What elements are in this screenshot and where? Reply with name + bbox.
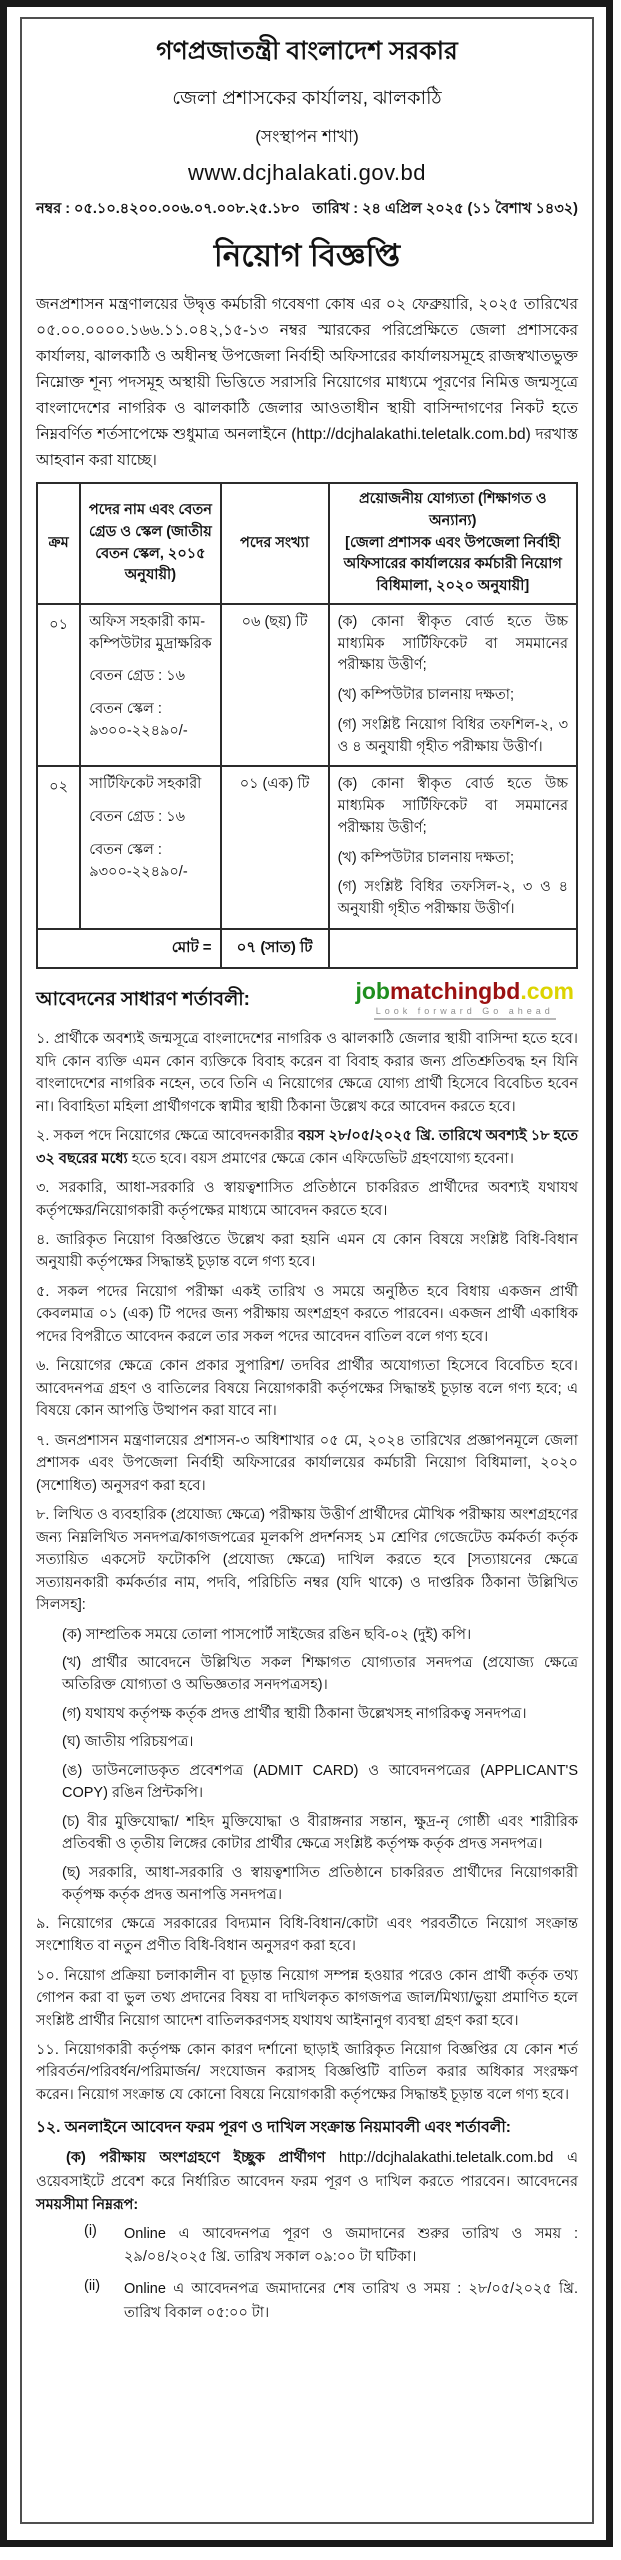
memo-date: তারিখ : ২৪ এপ্রিল ২০২৫ (১১ বৈশাখ ১৪৩২)	[312, 201, 578, 217]
text-segment: ৭. জনপ্রশাসন মন্ত্রণালয়ের প্রশাসন-৩ অধিশাখার ০৫ মে, ২০২৪ তারিখের প্রজ্ঞাপনমূলে জেলা প্রশাসক এবং উপজেলা নির্বাহী অফিসারের কার্যালয়ের কর্মচারী নিয়োগ বিধিমালা, ২০২০ (সশোধিত) অনুসরণ করা হবে।	[36, 1432, 578, 1494]
post-row-2	[37, 766, 577, 929]
qualification-item: (ক) কোনা স্বীকৃত বোর্ড হতে উচ্চ মাধ্যমিক সার্টিফিকেট বা সমমানের পরীক্ষায় উত্তীর্ণ;	[337, 776, 568, 836]
total-empty-cell	[329, 929, 577, 968]
watermark-part-job: job	[355, 977, 390, 1004]
post-serial: ০২	[37, 766, 80, 929]
branch-name: (সংস্থাপন শাখা)	[255, 127, 359, 146]
condition-8-subitem-6: (চ) বীর মুক্তিযোদ্ধা/ শহিদ মুক্তিযোদ্ধা ও বীরাঙ্গনার সন্তান, ক্ষুদ্র-নৃ গোষ্ঠী এবং শারীরিক প্রতিবন্ধী ও তৃতীয় লিঙ্গের কোটার প্রার্থীর ক্ষেত্রে সংশ্লিষ্ট কর্তৃপক্ষ কর্তৃক প্রদত্ত সনদপত্র।	[62, 1813, 578, 1853]
text-segment: ২. সকল পদে নিয়োগের ক্ষেত্রে আবেদনকারীর	[36, 1128, 299, 1145]
condition-8-subitem-4: (ঘ) জাতীয় পরিচয়পত্র।	[62, 1734, 194, 1751]
total-label: মোট =	[37, 929, 221, 968]
condition-9	[36, 1913, 578, 1958]
timeline-item-1	[84, 2223, 578, 2269]
condition-4	[36, 1229, 578, 1274]
total-row	[37, 929, 577, 968]
condition-8-subitem-5: (ঙ) ডাউনলোডকৃত প্রবেশপত্র (ADMIT CARD) ও আবেদনপত্রের (APPLICANT'S COPY) রঙিন প্রিন্টকপি।	[62, 1762, 578, 1802]
qualification-header-line1: প্রয়োজনীয় যোগ্যতা (শিক্ষাগত ও অন্যান্য)	[358, 491, 547, 529]
condition-10	[36, 1965, 578, 2032]
general-terms-heading: আবেদনের সাধারণ শর্তাবলী:	[36, 988, 250, 1010]
condition-3	[36, 1177, 578, 1222]
condition-1	[36, 1028, 578, 1118]
condition-8	[36, 1504, 578, 1616]
timeline-item-label: (ii)	[84, 2278, 101, 2295]
conditions-list	[36, 1028, 578, 2140]
government-name: গণপ্রজাতন্ত্রী বাংলাদেশ সরকার	[156, 37, 458, 65]
qualification-item: (গ) সংশ্লিষ্ট নিয়োগ বিধির তফশিল-২, ৩ ও ৪ অনুযায়ী গৃহীত পরীক্ষায় উত্তীর্ণ।	[337, 716, 568, 755]
office-website: www.dcjhalakati.gov.bd	[187, 160, 427, 185]
post-table-body	[37, 604, 577, 929]
column-header-qualification	[329, 483, 577, 604]
column-header-post: পদের নাম এবং বেতন গ্রেড ও স্কেল (জাতীয় বেতন স্কেল, ২০১৫ অনুযায়ী)	[80, 483, 220, 604]
post-serial: ০১	[37, 604, 80, 767]
condition-12	[36, 2116, 578, 2140]
post-name-cell	[80, 604, 220, 767]
column-header-serial: ক্রম	[37, 483, 80, 604]
application-timeline	[84, 2223, 578, 2325]
bold-text-segment: ১২. অনলাইনে আবেদন ফরম পূরণ ও দাখিল সংক্রান্ত নিয়মাবলী এবং শর্তাবলী:	[36, 2119, 511, 2137]
total-value: ০৭ (সাত) টি	[221, 929, 329, 968]
condition-8-subitem-1: (ক) সাম্প্রতিক সময়ে তোলা পাসপোর্ট সাইজের রঙিন ছবি-০২ (দুই) কপি।	[62, 1626, 472, 1643]
timeline-item-2	[84, 2278, 578, 2324]
text-segment: ৮. লিখিত ও ব্যবহারিক (প্রযোজ্য ক্ষেত্রে) পরীক্ষায় উত্তীর্ণ প্রার্থীদের মৌখিক পরীক্ষায় অংশগ্রহণের জন্য নিম্নলিখিত সনদপত্র/কাগজপত্রের মূলকপি প্রদর্শনসহ ১ম শ্রেণির গেজেটেড কর্মকর্তা কর্তৃক সত্যায়িত একসেট ফটোকপি (প্রযোজ্য ক্ষেত্রে) দাখিল করতে হবে [সত্যায়নের ক্ষেত্রে সত্যায়নকারী কর্মকর্তার নাম, পদবি, পরিচিতি নম্বর (যদি থাকে) ও দাপ্তরিক ঠিকানা উল্লিখিত সিলসহ]:	[36, 1507, 578, 1614]
qualification-header-line2: [জেলা প্রশাসক এবং উপজেলা নির্বাহী অফিসারের কার্যালয়ের কর্মচারী নিয়োগ বিধিমালা, ২০২০ অনুযায়ী]	[343, 534, 562, 595]
post-detail-line: বেতন গ্রেড : ১৬	[89, 668, 186, 685]
inner-border-box	[20, 17, 594, 2524]
post-detail-line: বেতন গ্রেড : ১৬	[89, 809, 186, 826]
condition-6	[36, 1355, 578, 1422]
text-segment: ৬. নিয়োগের ক্ষেত্রে কোন প্রকার সুপারিশ/ তদবির প্রার্থীর অযোগ্যতা হিসেবে বিবেচিত হবে। আবেদনপত্র গ্রহণ ও বাতিলের বিষয়ে নিয়োগকারী কর্তৃপক্ষের সিদ্ধান্তই চূড়ান্ত বলে গণ্য হবে; এ বিষয়ে কোন আপত্তি উত্থাপন করা যাবে না।	[36, 1358, 578, 1420]
post-detail-line: বেতন স্কেল : ৯৩০০-২২৪৯০/-	[89, 701, 188, 739]
condition-8-subitem-2: (খ) প্রার্থীর আবেদনে উল্লিখিত সকল শিক্ষাগত যোগ্যতার সনদপত্র (প্রযোজ্য ক্ষেত্রে অতিরিক্ত যোগ্যতা ও অভিজ্ঞতার সনদপত্রসহ)।	[62, 1654, 578, 1694]
text-segment: http://dcjhalakathi.teletalk.com.bd	[338, 2150, 554, 2167]
post-qualifications	[329, 604, 577, 767]
bold-text-segment: বয়স ২৮/০৫/২০২৫ খ্রি. তারিখে অবশ্যই ১৮ হতে ৩২ বছরের মধ্যে	[36, 1128, 579, 1167]
timeline-item-text: Online এ আবেদনপত্র পূরণ ও জমাদানের শুরুর তারিখ ও সময় : ২৯/০৪/২০২৫ খ্রি. তারিখ সকাল ০৯:০০ টা ঘটিকা।	[124, 2226, 578, 2266]
text-segment: এ ওয়েবসাইটে প্রবেশ করে নির্ধারিত আবেদন ফরম পূরণ ও দাখিল করতে পারবেন। আবেদনের	[36, 2150, 579, 2190]
qualification-item: (খ) কম্পিউটার চালনায় দক্ষতা;	[337, 687, 515, 704]
qualification-item: (ক) কোনা স্বীকৃত বোর্ড হতে উচ্চ মাধ্যমিক সার্টিফিকেট বা সমমানের পরীক্ষায় উত্তীর্ণ;	[337, 613, 568, 674]
post-detail-line: সার্টিফিকেট সহকারী	[89, 776, 202, 793]
watermark-logo	[355, 979, 574, 1020]
office-name: জেলা প্রশাসকের কার্যালয়, ঝালকাঠি	[172, 88, 442, 109]
text-segment: ১০. নিয়োগ প্রক্রিয়া চলাকালীন বা চূড়ান্ত নিয়োগ সম্পন্ন হওয়ার পরেও কোন প্রার্থী কর্তৃক তথ্য গোপন করা বা ভুল তথ্য প্রদানের বিষয় বা দাখিলকৃত কাগজপত্র জাল/মিথ্যা/ভুয়া প্রমাণিত হলে সংশ্লিষ্ট প্রার্থীর নিয়োগ আদেশ বাতিলকরণসহ যথাযথ আইনানুগ ব্যবস্থা গ্রহণ করা হবে।	[36, 1967, 578, 2029]
timeline-item-text: Online এ আবেদনপত্র জমাদানের শেষ তারিখ ও সময় : ২৮/০৫/২০২৫ খ্রি. তারিখ বিকাল ০৫:০০ টা।	[124, 2281, 578, 2321]
page-title: নিয়োগ বিজ্ঞপ্তি	[213, 238, 401, 273]
text-segment: ৯. নিয়োগের ক্ষেত্রে সরকারের বিদ্যমান বিধি-বিধান/কোটা এবং পরবর্তীতে নিয়োগ সংক্রান্ত সংশোধিত বা নতুন প্রণীত বিধি-বিধান অনুসরণ করা হবে।	[36, 1915, 578, 1955]
watermark-tagline: Look forward Go ahead	[374, 1005, 556, 1020]
watermark-wordmark	[355, 979, 574, 1004]
bold-text-segment: সময়সীমা নিম্নরূপ:	[36, 2196, 139, 2213]
memo-row	[36, 198, 578, 222]
text-segment: ৩. সরকারি, আধা-সরকারি ও স্বায়ত্বশাসিত প্রতিষ্ঠানে চাকরিরত প্রার্থীদের অবশ্যই যথাযথ কর্তৃপক্ষের/নিয়োগকারী কর্তৃপক্ষের মাধ্যমে আবেদন করতে হবে।	[36, 1180, 578, 1219]
post-row-1	[37, 604, 577, 767]
condition-8-subitem-7: (ছ) সরকারি, আধা-সরকারি ও স্বায়ত্বশাসিত প্রতিষ্ঠানে চাকরিরত প্রার্থীদের নিয়োগকারী কর্তৃপক্ষ কর্তৃক প্রদত্ত অনাপত্তি সনদপত্র।	[62, 1864, 578, 1904]
condition-7	[36, 1430, 578, 1497]
text-segment: ৪. জারিকৃত নিয়োগ বিজ্ঞপ্তিতে উল্লেখ করা হয়নি এমন যে কোন বিষয়ে সংশ্লিষ্ট বিধি-বিধান অনুযায়ী কর্তৃপক্ষের সিদ্ধান্তই চূড়ান্ত বলে গণ্য হবে।	[36, 1232, 578, 1271]
text-segment: ৫. সকল পদের নিয়োগ পরীক্ষা একই তারিখ ও সময়ে অনুষ্ঠিত হবে বিধায় একজন প্রার্থী কেবলমাত্র ০১ (এক) টি পদের জন্য পরীক্ষায় অংশগ্রহণ করতে পারবেন। একজন প্রার্থী একাধিক পদের বিপরীতে আবেদন করলে তার সকল পদের আবেদন বাতিল বলে গণ্য হবে।	[36, 1283, 578, 1345]
condition-11	[36, 2039, 578, 2106]
timeline-item-label: (i)	[84, 2223, 97, 2239]
post-detail-line: বেতন স্কেল : ৯৩০০-২২৪৯০/-	[89, 841, 188, 880]
general-terms-header-row	[36, 979, 578, 1020]
text-segment: হতে হবে। বয়স প্রমাণের ক্ষেত্রে কোন এফিডেভিট গ্রহণযোগ্য হবেনা।	[127, 1150, 514, 1167]
text-segment: ১. প্রার্থীকে অবশ্যই জন্মসূত্রে বাংলাদেশের নাগরিক ও ঝালকাঠি জেলার স্থায়ী বাসিন্দা হতে হবে। যদি কোন ব্যক্তি এমন কোন ব্যক্তিকে বিবাহ করেন বা বিবাহ করার জন্য প্রতিশ্রুতিবদ্ধ হন যিনি বাংলাদেশের নাগরিক নহেন, তবে তিনি এ নিয়োগের ক্ষেত্রে যোগ্য প্রার্থী হিসেবে বিবেচিত হবেন না। বিবাহিতা মহিলা প্রার্থীগণকে স্বামীর স্থায়ী ঠিকানা উল্লেখ করে আবেদন করতে হবে।	[36, 1031, 578, 1115]
post-count: ০১ (এক) টি	[221, 766, 329, 929]
post-table	[36, 482, 578, 969]
watermark-part-matchingbd: matchingbd	[389, 977, 521, 1004]
condition-2	[36, 1125, 578, 1170]
condition-8-subitem-3: (গ) যথাযথ কর্তৃপক্ষ কর্তৃক প্রদত্ত প্রার্থীর স্থায়ী ঠিকানা উল্লেখসহ নাগরিকত্ব সনদপত্র।	[62, 1705, 527, 1722]
post-name-cell	[80, 766, 220, 929]
memo-number: নম্বর : ০৫.১০.৪২০০.০০৬.০৭.০০৮.২৫.১৮০	[36, 201, 301, 217]
watermark-part-com: .com	[520, 977, 574, 1004]
qualification-item: (গ) সংশ্লিষ্ট বিধির তফসিল-২, ৩ ও ৪ অনুযায়ী গৃহীত পরীক্ষায় উত্তীর্ণ।	[337, 879, 568, 918]
post-count: ০৬ (ছয়) টি	[221, 604, 329, 767]
condition-5	[36, 1281, 578, 1348]
intro-paragraph: জনপ্রশাসন মন্ত্রণালয়ের উদ্বৃত্ত কর্মচারী গবেষণা কোষ এর ০২ ফেব্রুয়ারি, ২০২৫ তারিখের ০৫.০০.০০০০.১৬৬.১১.০৪২,১৫-১৩ নম্বর স্মারকের পরিপ্রেক্ষিতে জেলা প্রশাসকের কার্যালয়, ঝালকাঠি ও অধীনস্থ উপজেলা নির্বাহী অফিসারের কার্যালয়সমূহে রাজস্বখাতভুক্ত নিম্নোক্ত শূন্য পদসমূহ অস্থায়ী ভিত্তিতে সরাসরি নিয়োগের মাধ্যমে পূরণের নিমিত্ত জন্মসূত্রে বাংলাদেশের নাগরিক ও ঝালকাঠি জেলার আওতাধীন স্থায়ী বাসিন্দাগণের নিকট হতে নিম্নবর্ণিত শর্তসাপেক্ষে শুধুমাত্র অনলাইনে (http://dcjhalakathi.teletalk.com.bd) দরখাস্ত আহবান করা যাচ্ছে।	[36, 296, 578, 470]
qualification-item: (খ) কম্পিউটার চালনায় দক্ষতা;	[337, 849, 515, 866]
text-segment: ১১. নিয়োগকারী কর্তৃপক্ষ কোন কারণ দর্শানো ছাড়াই জারিকৃত নিয়োগ বিজ্ঞপ্তির যে কোন শর্ত পরিবর্তন/পরিবর্ধন/পরিমার্জন/ সংযোজন করাসহ বিজ্ঞপ্তিটি বাতিল করার অধিকার সংরক্ষণ করেন। নিয়োগ সংক্রান্ত যে কোনো বিষয়ে নিয়োগকারী কর্তৃপক্ষের সিদ্ধান্তই চূড়ান্ত বলে গণ্য হবে।	[36, 2042, 578, 2103]
post-qualifications	[329, 766, 577, 929]
post-table-head	[37, 483, 577, 604]
bold-text-segment: (ক) পরীক্ষায় অংশগ্রহণে ইচ্ছুক প্রার্থীগণ	[66, 2150, 339, 2167]
post-detail-line: অফিস সহকারী কাম-কম্পিউটার মুদ্রাক্ষরিক	[89, 613, 212, 652]
online-application-clause-ka	[36, 2147, 578, 2217]
column-header-count: পদের সংখ্যা	[221, 483, 329, 604]
